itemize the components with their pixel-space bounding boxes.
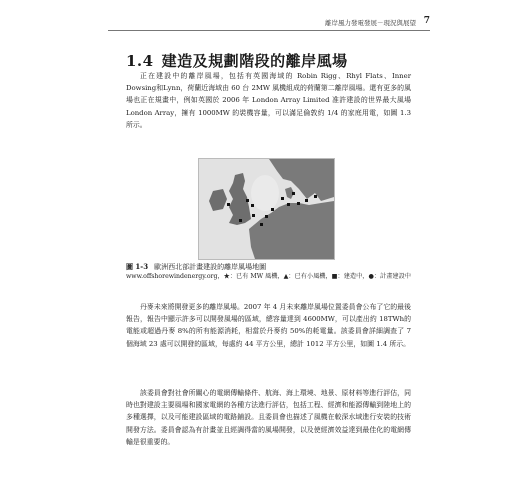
figure-label: 圖 1-3 — [126, 262, 149, 271]
paragraph-2: 丹麥未來將開發更多的離岸風場。2007 年 4 月未來離岸風場位置委員會公布了它的最後報告，報告中顯示許多可以開發風場的區域，總容量達到 4600MW，可以產出約 18TWh的電能或超過丹麥 8%的所有能源消耗，相當於丹麥約 50%的耗電量。該委員會詳細調查了 7 個海域 23 處可以開發的區域，每處約 44 平方公里，總計 1012 平方公里，如圖 1.4 所示。 — [126, 303, 411, 348]
page-number: 7 — [423, 16, 430, 26]
figure-caption — [126, 262, 411, 272]
paragraph-1: 正在建設中的離岸風場，包括有英國海域的 Robin Rigg、Rhyl Flats、Inner Dowsing和Lynn，荷蘭近海域由 60 台 2MW 風機組成的荷蘭第二離岸風場。還有更多的風場也正在規畫中，例如英國於 2006 年 London Array Limited 准許建設的世界最大風場 London Array，擁有 1000MW 的裝機容量，可以滿足倫敦約 1/4 的家庭用電，如圖 1.3 所示。 — [126, 72, 411, 129]
running-header — [108, 17, 430, 31]
section-title: 建造及規劃階段的離岸風場 — [161, 52, 348, 70]
paragraph-3: 該委員會對社會所關心的電網傳輸條件、航海、海上環境、地景、原材料等進行評估，同時也對建設主要風場和國家電網的各種方法進行評估，包括工程、經濟和能源傳輸到陸地上的多種選擇，以及可能建設區域的電路鋪設。且委員會也描述了風機在較深水域進行安裝的技術開發方法。委員會認為有計畫並且經調得當的風場開發，以及使經濟效益達到最佳化的電網傳輸是很重要的。 — [126, 389, 411, 446]
figure-title: 歐洲西北部計畫建設的離岸風場地圖 — [154, 263, 267, 271]
header-rule — [108, 30, 430, 31]
section-number: 1.4 — [126, 52, 154, 70]
figure-source-legend: www.offshorewindenergy.org，★：已有 MW 風機，▲：已有小風機，■：建造中，●：計畫建設中 — [126, 273, 411, 280]
europe-map-image — [199, 159, 334, 259]
offshore-wind-map-figure — [198, 158, 335, 260]
running-title: 離岸風力發電發展－現況與展望 — [325, 19, 416, 27]
section-heading — [126, 50, 411, 71]
